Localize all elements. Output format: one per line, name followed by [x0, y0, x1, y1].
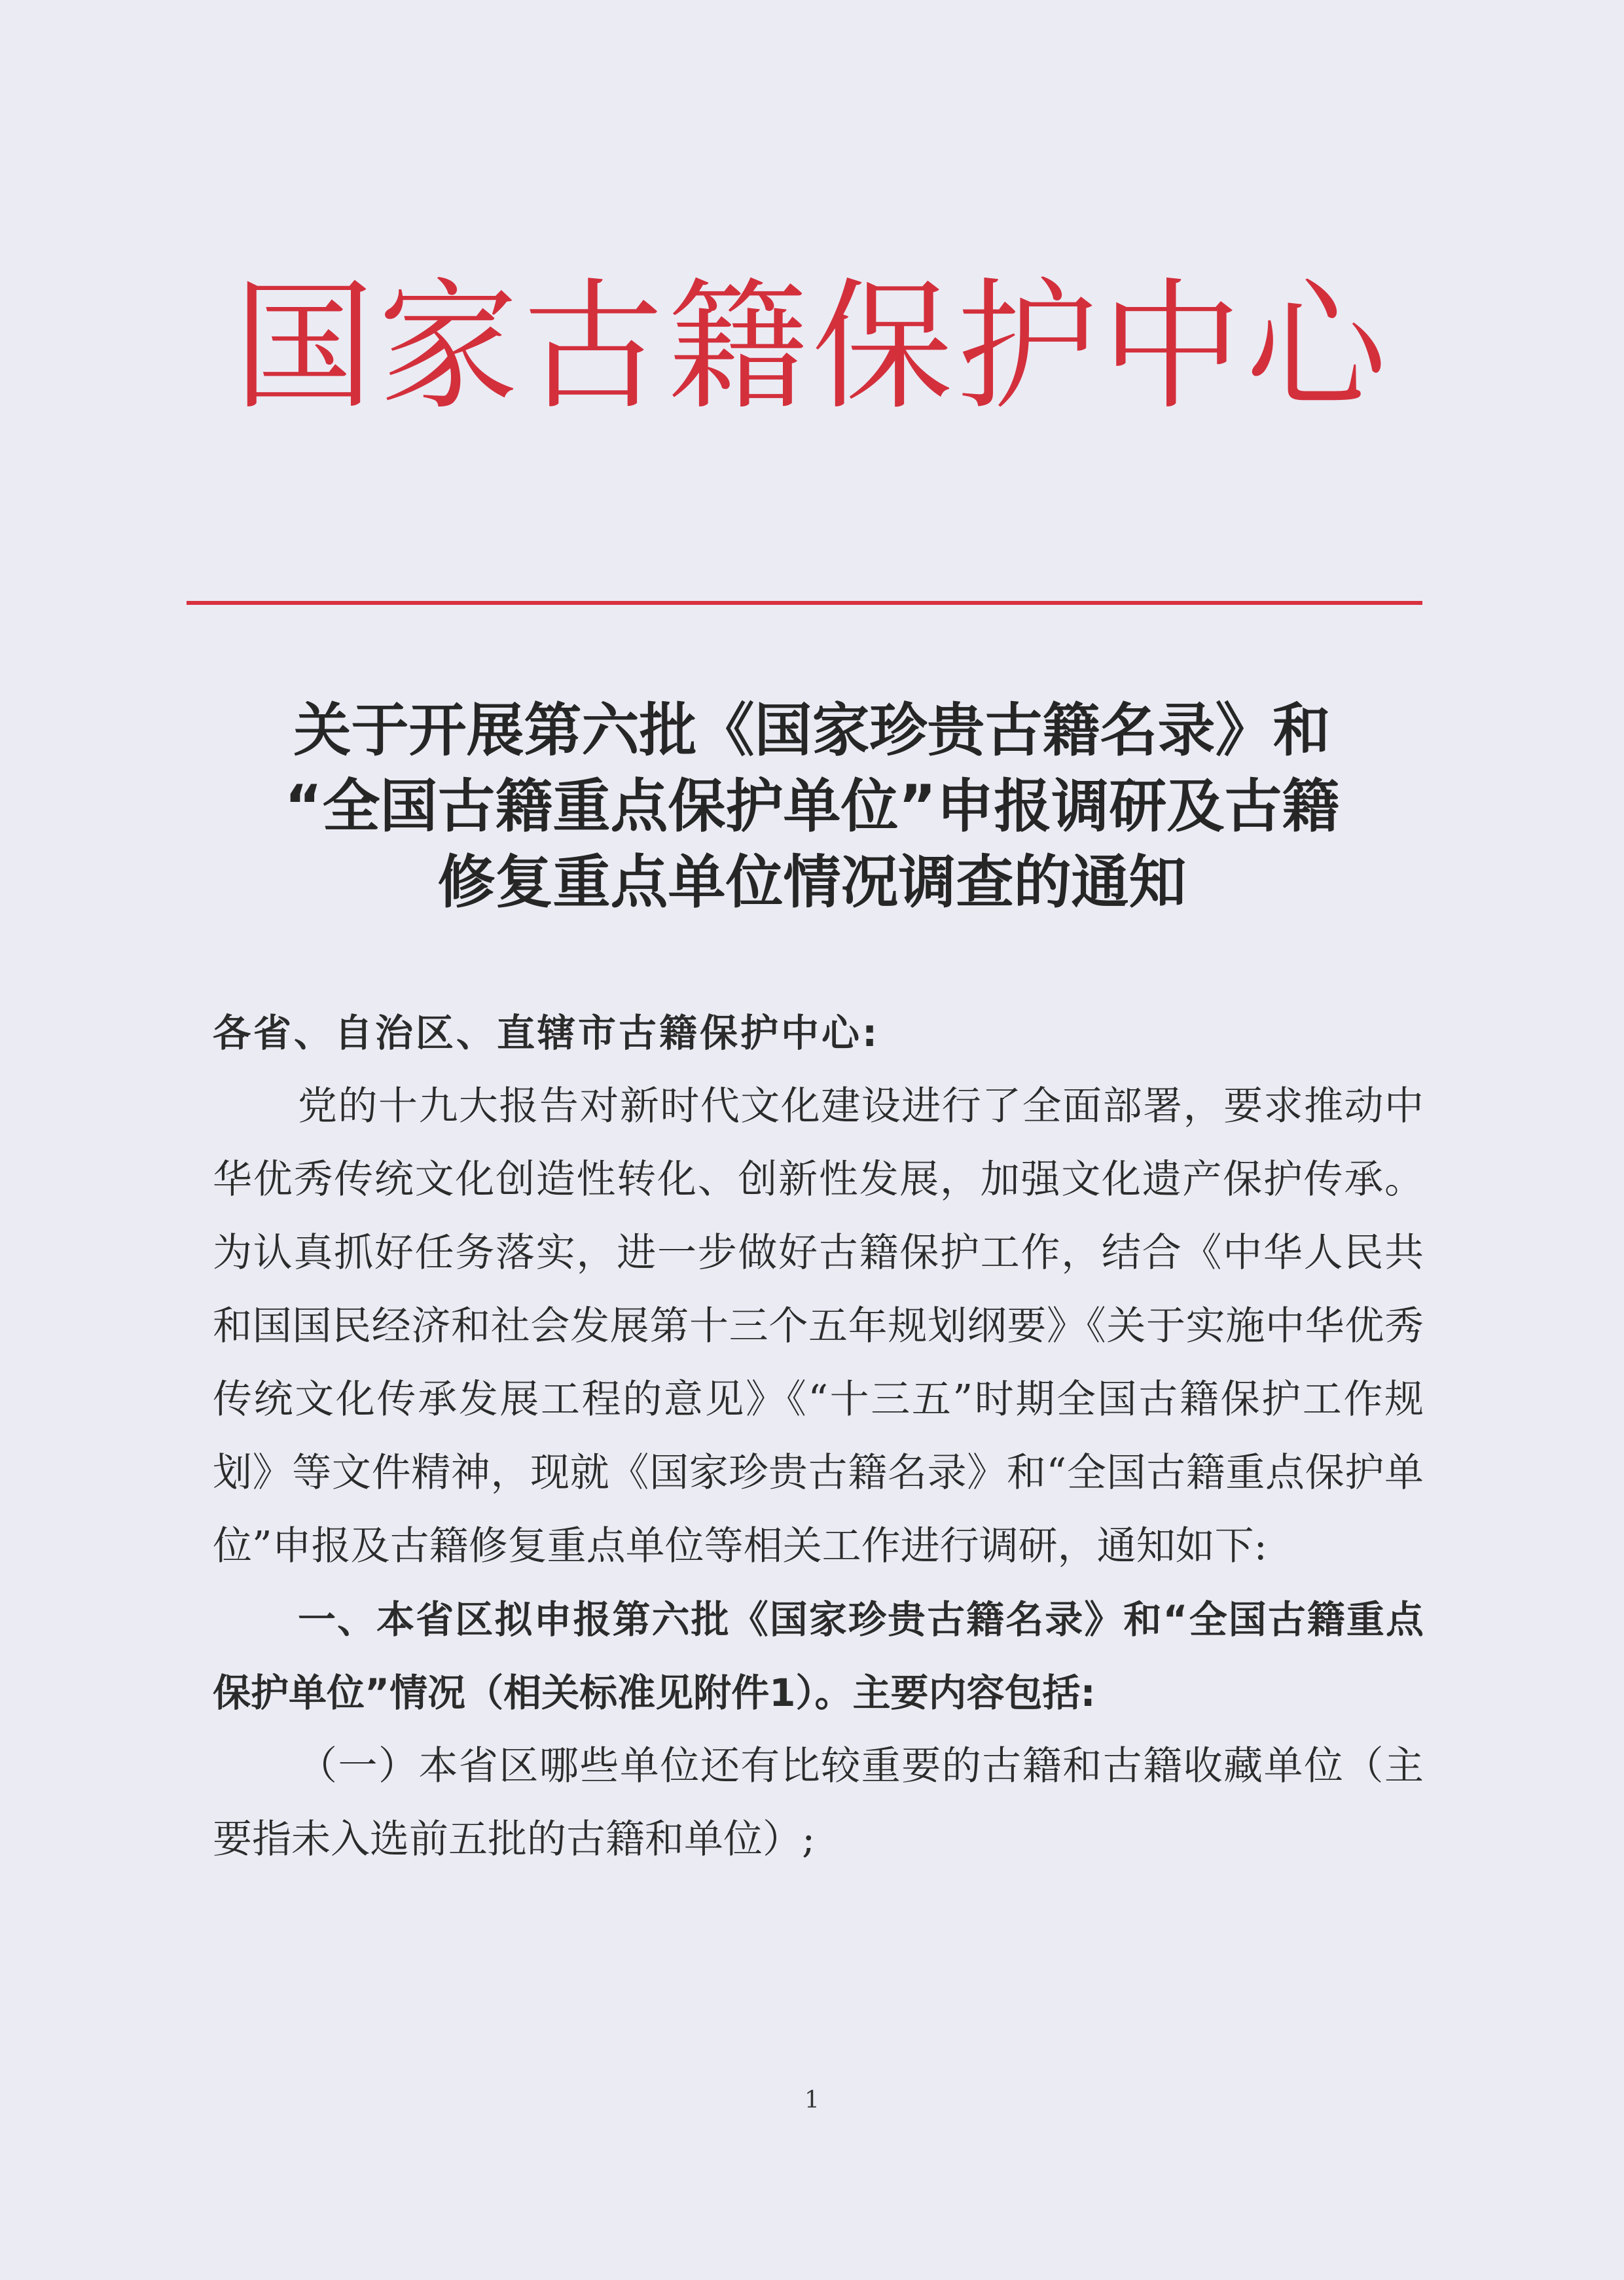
title-line-3: 修复重点单位情况调查的通知 — [437, 848, 1187, 916]
salutation: 各省、自治区、直辖市古籍保护中心: — [213, 1011, 880, 1055]
document-body — [213, 996, 1424, 1876]
list-item-1: （一）本省区哪些单位还有比较重要的古籍和古籍收藏单位（主要指未入选前五批的古籍和单位）; — [213, 1743, 1424, 1862]
title-line-2: “全国古籍重点保护单位”申报调研及古籍 — [284, 772, 1340, 840]
document-title — [0, 693, 1624, 920]
title-line-1: 关于开展第六批《国家珍贵古籍名录》和 — [293, 697, 1331, 764]
red-divider — [187, 601, 1422, 605]
page-number: 1 — [804, 2087, 820, 2114]
organization-header: 国家古籍保护中心 — [233, 264, 1391, 429]
intro-paragraph: 党的十九大报告对新时代文化建设进行了全面部署，要求推动中华优秀传统文化创造性转化、创新性发展，加强文化遗产保护传承。为认真抓好任务落实，进一步做好古籍保护工作，结合《中华人民共和国国民经济和社会发展第十三个五年规划纲要》《关于实施中华优秀传统文化传承发展工程的意见》《“十三五”时期全国古籍保护工作规划》等文件精神，现就《国家珍贵古籍名录》和“全国古籍重点保护单位”申报及古籍修复重点单位等相关工作进行调研，通知如下: — [213, 1083, 1424, 1569]
section-heading-1: 一、本省区拟申报第六批《国家珍贵古籍名录》和“全国古籍重点保护单位”情况（相关标准见附件1）。主要内容包括: — [213, 1597, 1424, 1715]
